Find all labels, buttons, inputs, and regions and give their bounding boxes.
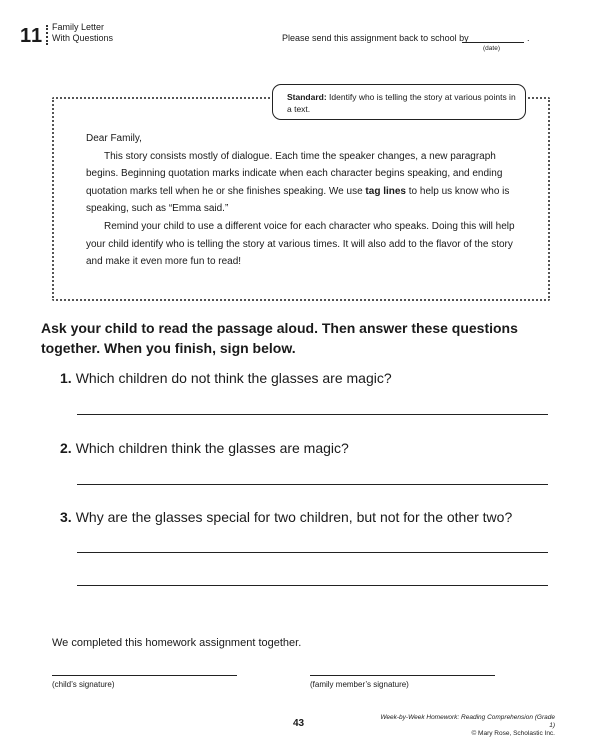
standard-text: Identify who is telling the story at various points in a text. [287,92,516,114]
send-back-text: Please send this assignment back to school by [282,33,469,43]
date-input-line[interactable] [462,42,524,43]
child-signature-line[interactable] [52,675,237,676]
header-divider [46,25,48,45]
tag-lines-term: tag lines [365,185,406,197]
standard-callout [272,84,526,120]
footer-credit [380,714,555,738]
answer-line[interactable] [77,414,548,415]
question-3 [60,509,512,525]
book-title: Week-by-Week Homework: Reading Comprehension (Grade 1) [380,714,555,729]
letter-p1-text: This story consists mostly of dialogue. Each time the speaker changes, a new paragraph begins. Beginning quotation marks indicate when each character begins speaking, and ending quotation marks tell when he or she finishes speaking. We use [86,150,503,197]
family-signature-label: (family member’s signature) [310,680,409,689]
answer-line[interactable] [77,484,548,485]
page-number: 43 [293,718,305,729]
letter-p1-end: to help us know who is speaking, such as “Emma said.” [86,185,510,215]
question-text: Which children think the glasses are magic? [75,440,349,456]
family-signature-line[interactable] [310,675,495,676]
answer-line[interactable] [77,552,548,553]
question-2 [60,440,349,456]
question-number: 2. [60,440,72,456]
family-letter [86,130,526,271]
date-label: (date) [483,45,500,52]
copyright: © Mary Rose, Scholastic Inc. [471,730,555,737]
question-text: Which children do not think the glasses are magic? [75,370,392,386]
standard-label: Standard: [287,92,327,102]
question-number: 1. [60,370,72,386]
letter-paragraph-2: Remind your child to use a different voice for each character who speaks. Doing this will help your child identify who is telling the story at various times. It will also add to the flavor of the story and make it even more fun to read! [86,220,515,268]
header-title-line1: Family Letter [52,22,105,32]
letter-paragraph-1 [86,148,526,218]
child-signature-label: (child’s signature) [52,680,115,689]
date-period: . [527,33,530,43]
lesson-number: 11 [20,25,44,47]
answer-line[interactable] [77,585,548,586]
question-number: 3. [60,509,72,525]
header-title [52,22,113,44]
instructions: Ask your child to read the passage aloud. Then answer these questions together. When you finish, sign below. [41,320,518,356]
completion-statement: We completed this homework assignment together. [52,637,302,649]
question-1 [60,370,392,386]
letter-greeting: Dear Family, [86,133,142,144]
header-title-line2: With Questions [52,33,114,43]
question-text: Why are the glasses special for two children, but not for the other two? [75,509,513,525]
